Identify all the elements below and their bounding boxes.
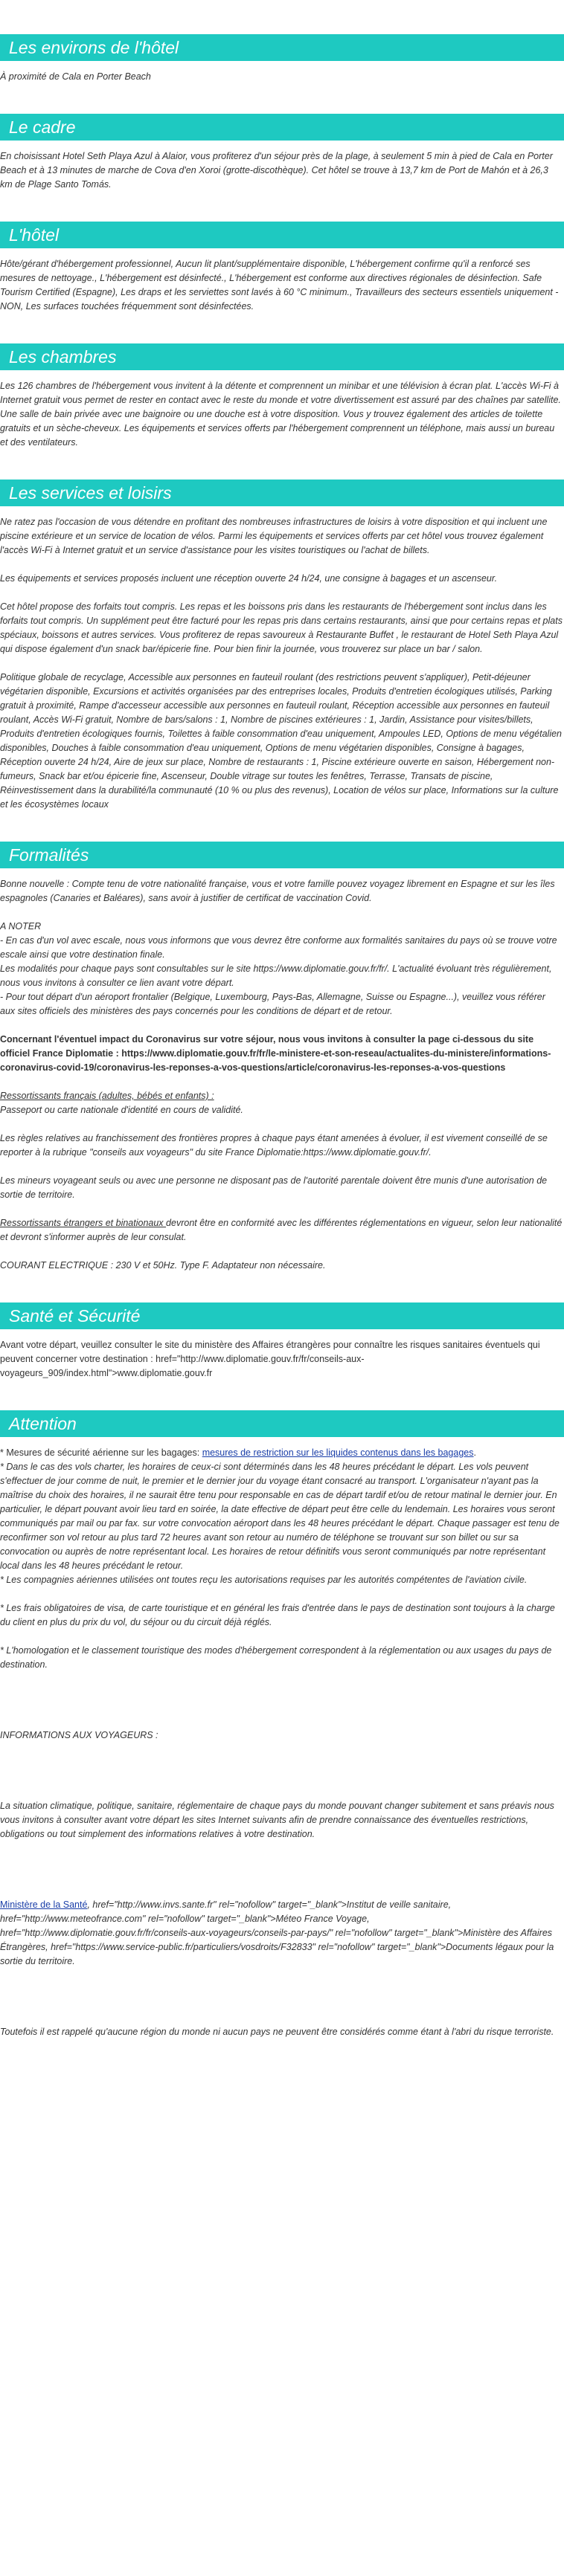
border-rules: Les règles relatives au franchissement des frontières propres à chaque pays étant amenées à évoluer, il est vivement conseillé de se reporter à la rubrique "conseils aux voyageurs" du site France Diplomatie:https://www.diplomatie.gouv.fr/. (0, 1133, 548, 1158)
section-title-cadre: Le cadre (0, 114, 564, 141)
services-amenities: Politique globale de recyclage, Accessible aux personnes en fauteuil roulant (des restrictions peuvent s'appliquer), Petit-déjeuner végétarien disponible, Excursions et activités organisées par des entreprises locales, Produits d'entretien écologiques utilisés, Parking gratuit à proximité, Rampe d'accesseur accessible aux personnes en fauteuil roulant, Réception accessible aux personnes en fauteuil roulant, Accès Wi-Fi gratuit, Nombre de bars/salons : 1, Nombre de piscines extérieures : 1, Jardin, Assistance pour visites/billets, Produits d'entretien écologiques fournis, Toilettes à faible consommation d'eau uniquement, Ampoules LED, Options de menu végétalien disponibles, Douches à faible consommation d'eau uniquement, Options de menu végétarien disponibles, Consigne à bagages, Réception ouverte 24 h/24, Aire de jeux sur place, Nombre de restaurants : 1, Piscine extérieure ouverte en saison, Hébergement non-fumeurs, Snack bar et/ou épicerie fine, Ascenseur, Double vitrage sur toutes les fenêtres, Terrasse, Transats de piscine, Réinvestissement dans la durabilité/la communauté (10 % ou plus des revenus), Location de vélos sur place, Informations sur la culture et les écosystèmes locaux (0, 672, 562, 810)
section-environs (0, 0, 564, 114)
minors-text: Les mineurs voyageant seuls ou avec une personne ne disposant pas de l'autorité parentale doivent être munis d'une autorisation de sortie de territoire. (0, 1175, 548, 1200)
section-title-sante: Santé et Sécurité (0, 1302, 564, 1329)
french-nationals-text: Passeport ou carte nationale d'identité en cours de validité. (0, 1105, 243, 1115)
section-sante (0, 1302, 564, 1410)
cadre-text: En choisissant Hotel Seth Playa Azul à Alaior, vous profiterez d'un séjour près de la plage, à seulement 5 min à pied de Cala en Porter Beach et à 13 minutes de marche de Cova d'en Xoroi (grotte-discothèque). Cet hôtel se trouve à 13,7 km de Port de Mahón et à 26,3 km de Plage Santo Tomás. (0, 151, 553, 190)
useful-links (0, 1898, 564, 1969)
hotel-text: Hôte/gérant d'hébergement professionnel, Aucun lit plant/supplémentaire disponible, L'hébergement confirme qu'il a renforcé ses mesures de nettoyage., L'hébergement est désinfecté., L'hébergement est conforme aux directives régionales de désinfection. Safe Tourism Certified (Espagne), Les draps et les serviettes sont lavés à 60 °C minimum., Travailleurs des secteurs essentiels uniquement - NON, Les surfaces touchées fréquemment sont désinfectées. (0, 259, 559, 311)
section-cadre (0, 114, 564, 222)
section-body-formalites (0, 868, 564, 1302)
foreign-nationals (0, 1216, 564, 1245)
section-title-services: Les services et loisirs (0, 480, 564, 506)
foreign-nationals-text: devront être en conformité avec les différentes réglementations en vigueur, selon leur nationalité et devront s'informer auprès de leur consulat. (0, 1218, 563, 1242)
section-body-chambres (0, 370, 564, 480)
section-title-chambres: Les chambres (0, 343, 564, 370)
section-body-cadre (0, 141, 564, 222)
section-title-formalites: Formalités (0, 842, 564, 868)
chambres-text: Les 126 chambres de l'hébergement vous invitent à la détente et comprennent un minibar et une télévision à écran plat. L'accès Wi-Fi à Internet gratuit vous permet de rester en contact avec le reste du monde et votre divertissement est assuré par des chaînes par satellite. Une salle de bain privée avec une baignoire ou une douche est à votre disposition. Vous y trouvez également des articles de toilette gratuits et un sèche-cheveux. Les équipements et services offerts par l'hébergement comprennent un téléphone, mais aussi un bureau et des ventilateurs. (0, 381, 561, 448)
services-paragraph: Cet hôtel propose des forfaits tout compris. Les repas et les boissons pris dans les restaurants de l'hébergement sont inclus dans les forfaits tout compris. Un supplément peut être facturé pour les repas pris dans certains restaurants, ainsi que pour certains repas et plats spéciaux, boissons et autres services. Vous profiterez de repas savoureux à Restaurante Buffet , le restaurant de Hotel Seth Playa Azul qui dispose également d'un snack bar/épicerie fine. Pour bien finir la journée, vous trouverez sur place un bar / salon. (0, 601, 563, 654)
section-body-hotel (0, 248, 564, 343)
section-title-hotel: L'hôtel (0, 222, 564, 248)
covid-notice: Concernant l'éventuel impact du Coronavirus sur votre séjour, nous vous invitons à consulter la page ci-dessous du site officiel France Diplomatie : https://www.diplomatie.gouv.fr/fr/le-ministere-et-son-reseau/actualites-du-ministere/informations-coronavirus-covid-19/coronavirus-les-reponses-a-vos-questions/article/coronavirus-les-reponses-a-vos-questions (0, 1034, 551, 1073)
section-body-sante (0, 1329, 564, 1410)
section-chambres (0, 343, 564, 480)
note-item: Les modalités pour chaque pays sont consultables sur le site https://www.diplomatie.gouv.fr/fr/. L'actualité évoluant très régulièrement, nous vous invitons à consulter ce lien avant votre départ. (0, 963, 552, 988)
services-paragraph: Ne ratez pas l'occasion de vous détendre en profitant des nombreuses infrastructures de loisirs à votre disposition et qui incluent une piscine extérieure et un service de location de vélos. Parmi les équipements et services offerts par cet hôtel vous trouvez également l'accès Wi-Fi à Internet gratuit et un service d'assistance pour les visites touristiques ou l'achat de billets. (0, 517, 548, 555)
electric-info: COURANT ELECTRIQUE : 230 V et 50Hz. Type F. Adaptateur non nécessaire. (0, 1260, 326, 1271)
section-body-environs (0, 61, 564, 114)
formalites-intro: Bonne nouvelle : Compte tenu de votre nationalité française, vous et votre famille pouvez voyagez librement en Espagne et sur les îles espagnoles (Canaries et Baléares), sans avoir à justifier de certificat de vaccination Covid. (0, 879, 555, 903)
baggage-security: * Mesures de sécurité aérienne sur les bagages: mesures de restriction sur les liquides contenus dans les bagages. (0, 1447, 476, 1458)
note-title: A NOTER (0, 921, 42, 932)
sante-text: Avant votre départ, veuillez consulter le site du ministère des Affaires étrangères pour connaître les risques sanitaires éventuels qui peuvent concerner votre destination : href="http://www.diplomatie.gouv.fr/fr/conseils-aux-voyageurs_909/index.html">www.diplomatie.gouv.fr (0, 1340, 540, 1378)
liquid-restrictions-link[interactable]: mesures de restriction sur les liquides contenus dans les bagages (202, 1447, 474, 1458)
note-item: - En cas d'un vol avec escale, nous vous informons que vous devrez être conforme aux formalités sanitaires du pays où se trouve votre escale ainsi que votre destination finale. (0, 935, 557, 960)
accommodation-rating-text: * L'homologation et le classement touristique des modes d'hébergement correspondent à la réglementation ou aux usages du pays de destination. (0, 1645, 552, 1670)
section-title-environs: Les environs de l'hôtel (0, 34, 564, 61)
foreign-nationals-heading: Ressortissants étrangers et binationaux (0, 1218, 167, 1228)
terrorism-notice: Toutefois il est rappelé qu'aucune région du monde ni aucun pays ne peuvent être considérés comme étant à l'abri du risque terroriste. (0, 2027, 554, 2037)
section-body-services (0, 506, 564, 842)
section-formalites (0, 842, 564, 1302)
section-hotel (0, 222, 564, 343)
useful-links-text: , href="http://www.invs.sante.fr" rel="nofollow" target="_blank">Institut de veille sanitaire, href="http://www.meteofrance.com" rel="nofollow" target="_blank">Méteo France Voyage, href="http://www.diplomatie.gouv.fr/fr/conseils-aux-voyageurs/conseils-par-pays/" rel="nofollow" target="_blank">Ministère des Affaires Étrangères, href="https://www.service-public.fr/particuliers/vosdroits/F32833" rel="nofollow" target="_blank">Documents légaux pour la sortie du territoire. (0, 1899, 554, 1966)
section-title-attention: Attention (0, 1410, 564, 1437)
visa-fees-text: * Les frais obligatoires de visa, de carte touristique et en général les frais d'entrée dans le pays de destination sont toujours à la charge du client en plus du prix du vol, du séjour ou du circuit déjà réglés. (0, 1603, 555, 1627)
section-services (0, 480, 564, 842)
travel-info-title: INFORMATIONS AUX VOYAGEURS : (0, 1730, 158, 1740)
note-item: - Pour tout départ d'un aéroport frontalier (Belgique, Luxembourg, Pays-Bas, Allemagne, Suisse ou Espagne...), veuillez vous référer aux sites officiels des ministères des pays concernés pour les conditions de départ et de retour. (0, 992, 545, 1016)
charter-flights-text: * Dans le cas des vols charter, les horaires de ceux-ci sont déterminés dans les 48 heures précédant le départ. Les vols peuvent s'effectuer de jour comme de nuit, le premier et le dernier jour du voyage étant consacré au transport. L'organisateur n'ayant pas la maîtrise du choix des horaires, il ne saurait être tenu pour responsable en cas de départ tardif et/ou de retour matinal le dernier jour. En particulier, le départ pouvant avoir lieu tard en soirée, la date effective de départ peut être celle du lendemain. Les horaires vous seront communiqués par mail ou par fax. sur votre convocation aéroport dans les 48 heures précédant le départ. Chaque passager est tenu de reconfirmer son vol retour au plus tard 72 heures avant son retour au numéro de téléphone se trouvant sur son billet ou sur sa convocation ou auprès de notre représentant local. Les horaires de retour définitifs vous seront communiqués par notre représentant local dans les 48 heures précédant le retour. (0, 1462, 560, 1571)
environs-text: À proximité de Cala en Porter Beach (0, 71, 151, 82)
health-ministry-link[interactable]: Ministère de la Santé (0, 1899, 88, 1910)
travel-info-text: La situation climatique, politique, sanitaire, réglementaire de chaque pays du monde pouvant changer subitement et sans préavis nous vous invitons à consulter avant votre départ les sites Internet suivants afin de prendre connaissance des éventuelles restrictions, obligations ou tout simplement des informations relatives à votre destination. (0, 1801, 554, 1839)
french-nationals-heading: Ressortissants français (adultes, bébés et enfants) : (0, 1091, 214, 1101)
section-body-attention (0, 1437, 564, 2069)
section-attention (0, 1410, 564, 2069)
airlines-text: * Les compagnies aériennes utilisées ont toutes reçu les autorisations requises par les autorités compétentes de l'aviation civile. (0, 1575, 528, 1585)
services-paragraph: Les équipements et services proposés incluent une réception ouverte 24 h/24, une consigne à bagages et un ascenseur. (0, 573, 498, 584)
